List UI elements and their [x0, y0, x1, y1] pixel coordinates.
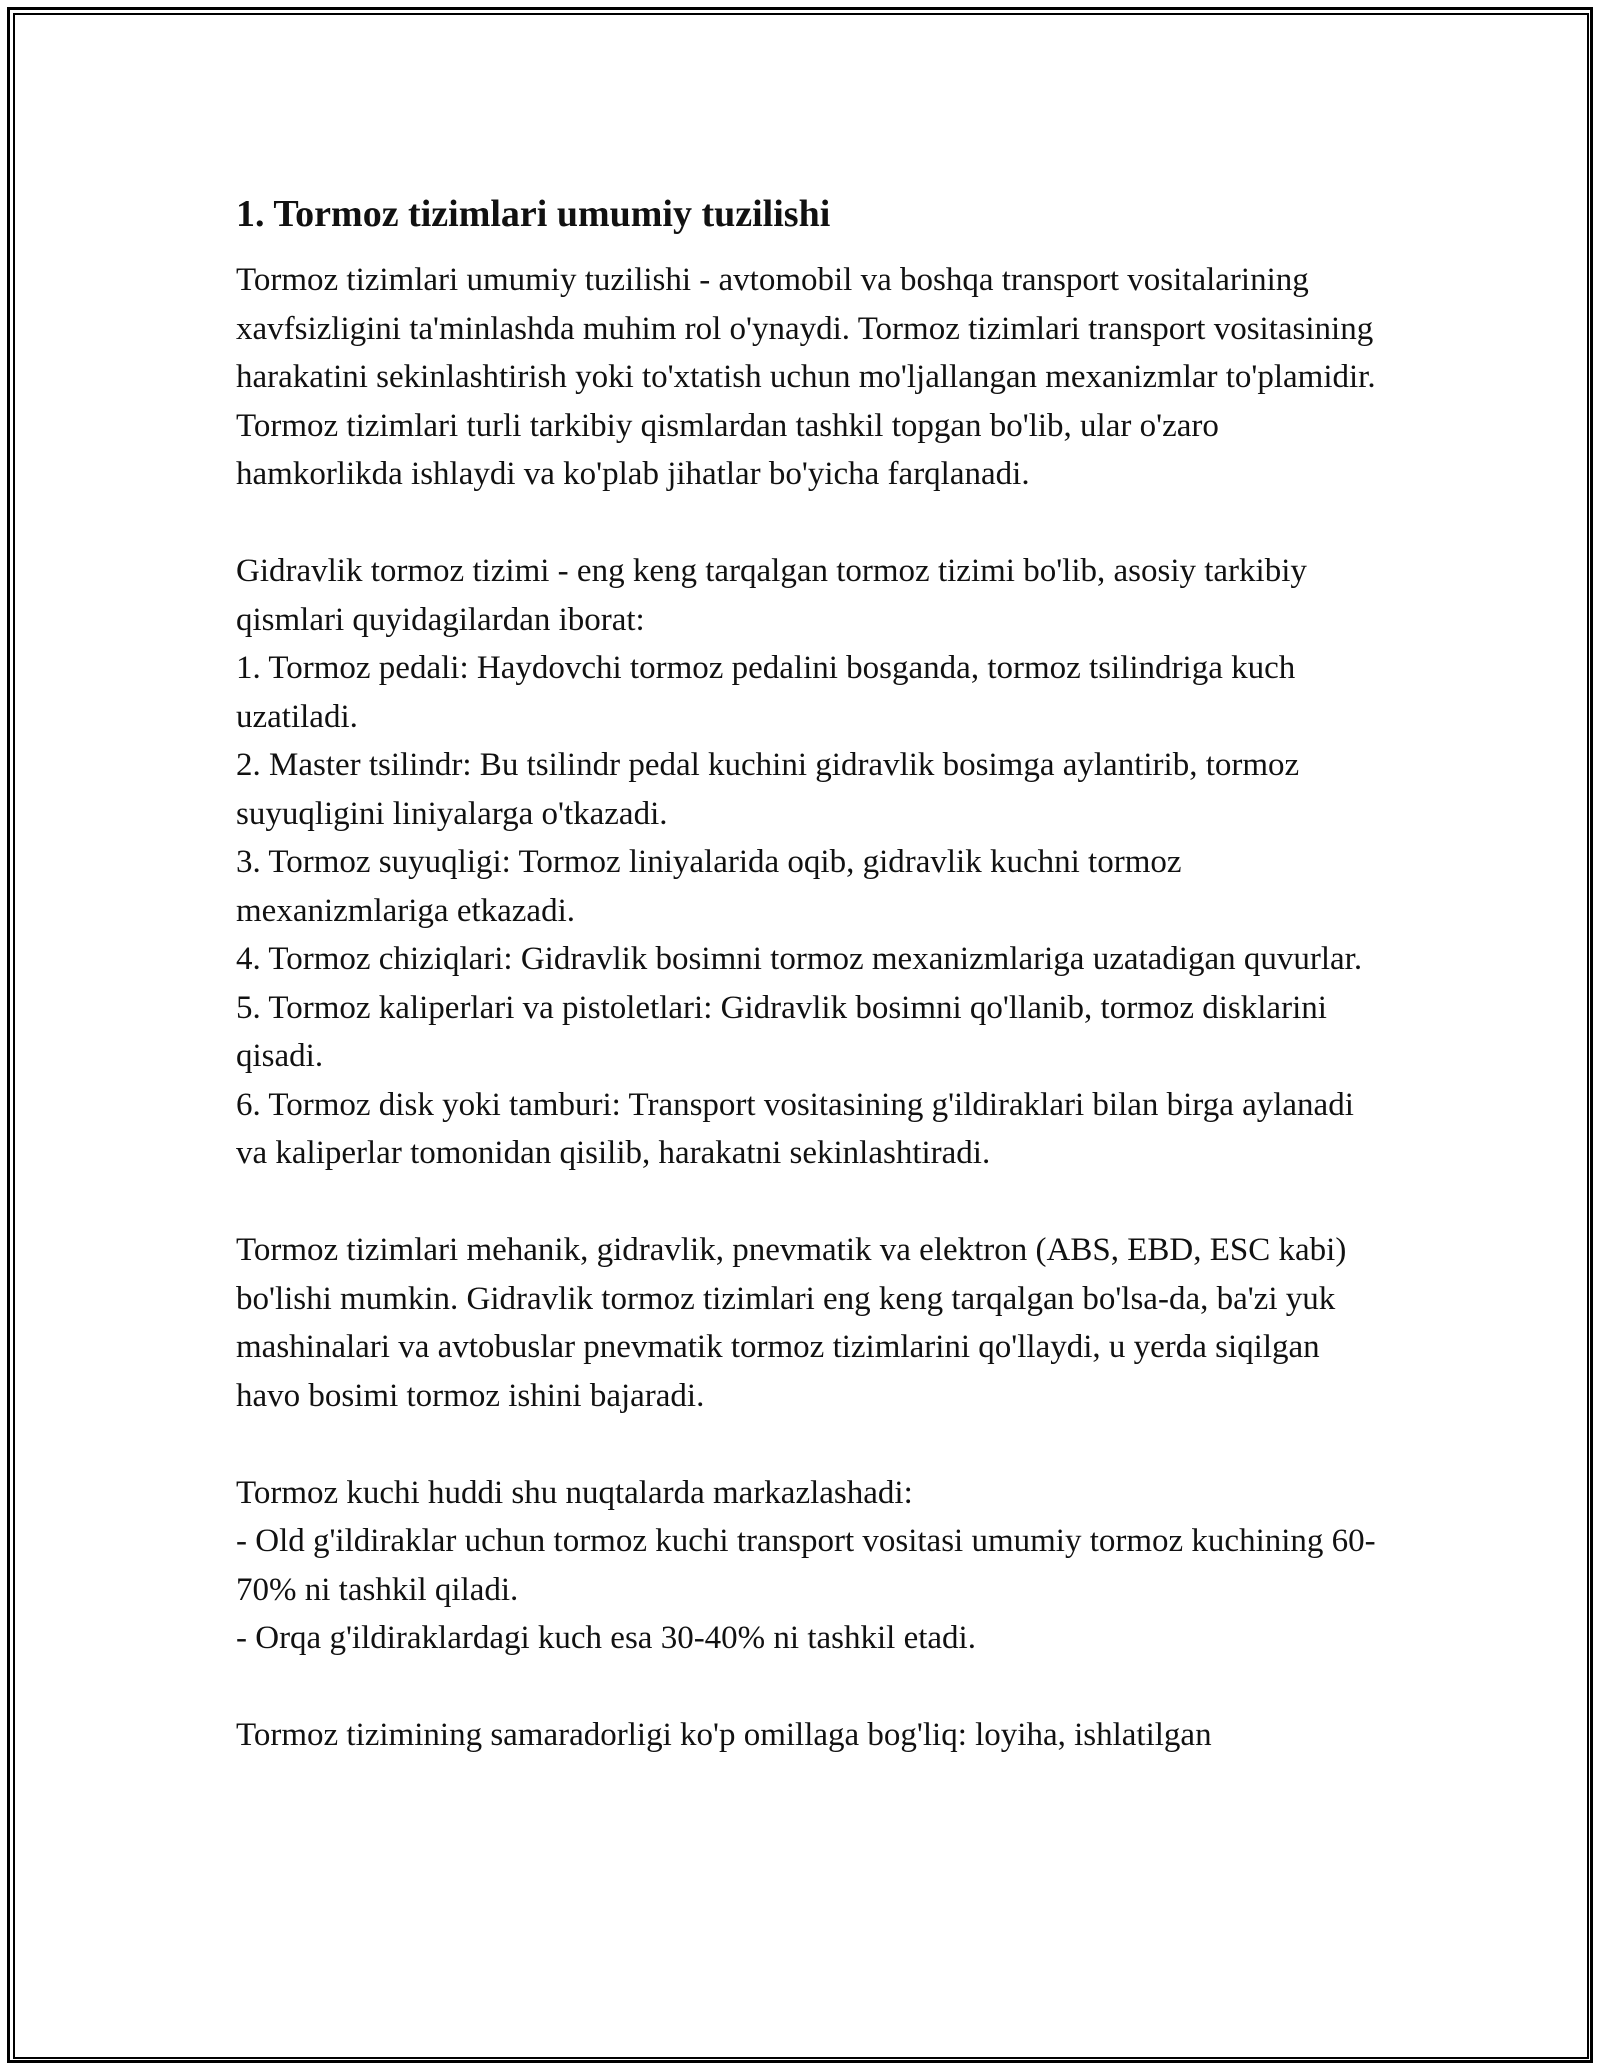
intro-paragraph: Tormoz tizimlari umumiy tuzilishi - avtomobil va boshqa transport vositalarining xavfsizligini ta'minlashda muhim rol o'ynaydi. Tormoz tizimlari transport vositasining harakatini sekinlashtirish yoki to'xtatish uchun mo'ljallangan mexanizmlar to'plamidir. Tormoz tizimlari turli tarkibiy qismlardan tashkil topgan bo'lib, ular o'zaro hamkorlikda ishlaydi va ko'plab jihatlar bo'yicha farqlanadi. — [236, 262, 1376, 492]
system-types-paragraph: Tormoz tizimlari mehanik, gidravlik, pnevmatik va elektron (ABS, EBD, ESC kabi) bo'lishi mumkin. Gidravlik tormoz tizimlari eng keng tarqalgan bo'lsa-da, ba'zi yuk mashinalari va avtobuslar pnevmatik tormoz tizimlarini qo'llaydi, u yerda siqilgan havo bosimi tormoz ishini bajaradi. — [236, 1232, 1347, 1414]
closing-paragraph: Tormoz tizimining samaradorligi ko'p omillaga bog'liq: loyiha, ishlatilgan — [236, 1717, 1212, 1753]
paragraph-gap — [236, 499, 1386, 548]
component-item-4: 4. Tormoz chiziqlari: Gidravlik bosimni tormoz mexanizmlariga uzatadigan quvurlar. — [236, 941, 1363, 977]
force-intro: Tormoz kuchi huddi shu nuqtalarda markazlashadi: — [236, 1474, 913, 1511]
paragraph-gap — [236, 1663, 1386, 1712]
component-item-5: 5. Tormoz kaliperlari va pistoletlari: Gidravlik bosimni qo'llanib, tormoz disklarini qisadi. — [236, 989, 1327, 1074]
hydraulic-intro: Gidravlik tormoz tizimi - eng keng tarqalgan tormoz tizimi bo'lib, asosiy tarkibiy qismlari quyidagilardan iborat: — [236, 553, 1307, 638]
brake-force-paragraph — [236, 1469, 1386, 1663]
component-item-3: 3. Tormoz suyuqligi: Tormoz liniyalarida oqib, gidravlik kuchni tormoz mexanizmlariga etkazadi. — [236, 844, 1182, 929]
component-item-1: 1. Tormoz pedali: Haydovchi tormoz pedalini bosganda, tormoz tsilindriga kuch uzatiladi. — [236, 650, 1296, 735]
document-body — [236, 186, 1386, 1760]
force-item-rear: - Orqa g'ildiraklardagi kuch esa 30-40% ni tashkil etadi. — [236, 1620, 976, 1656]
component-item-2: 2. Master tsilindr: Bu tsilindr pedal kuchini gidravlik bosimga aylantirib, tormoz suyuqligini liniyalarga o'tkazadi. — [236, 747, 1300, 832]
section-heading: 1. Tormoz tizimlari umumiy tuzilishi — [236, 193, 831, 235]
component-item-6: 6. Tormoz disk yoki tamburi: Transport vositasining g'ildiraklari bilan birga aylanadi va kaliperlar tomonidan qisilib, harakatni sekinlashtiradi. — [236, 1086, 1354, 1171]
paragraph-gap — [236, 1420, 1386, 1469]
force-item-front: - Old g'ildiraklar uchun tormoz kuchi transport vositasi umumiy tormoz kuchining 60-70% ni tashkil qiladi. — [236, 1523, 1376, 1608]
hydraulic-system-paragraph — [236, 547, 1386, 1178]
paragraph-gap — [236, 1178, 1386, 1227]
